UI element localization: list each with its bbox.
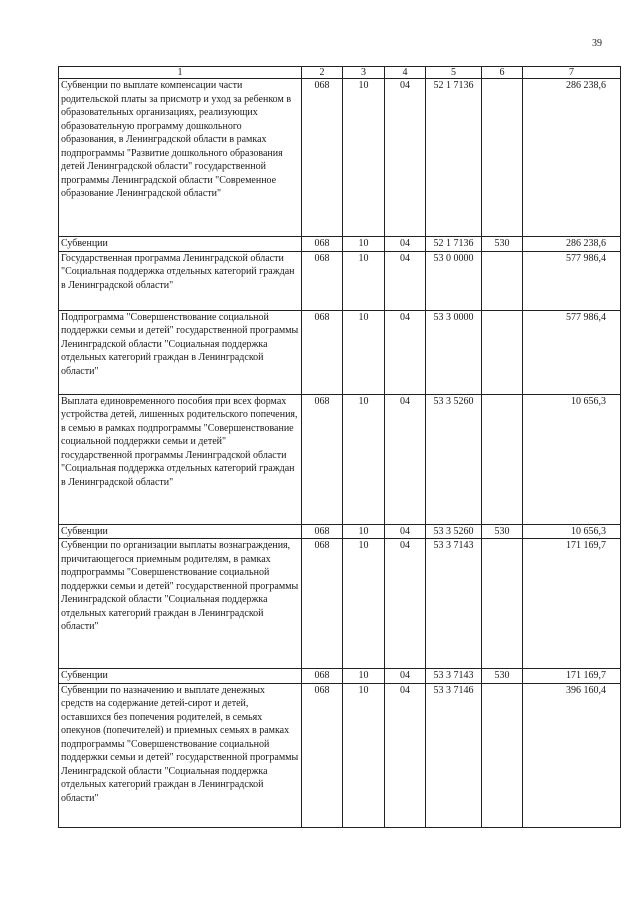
column-header: 4 — [385, 67, 426, 79]
row-sum: 577 986,4 — [523, 310, 621, 394]
row-csr: 53 3 7143 — [426, 539, 482, 669]
row-rz: 10 — [343, 79, 385, 237]
column-header: 5 — [426, 67, 482, 79]
row-sum: 286 238,6 — [523, 237, 621, 252]
row-pr: 04 — [385, 524, 426, 539]
row-ved: 068 — [302, 539, 343, 669]
row-csr: 53 3 7143 — [426, 669, 482, 684]
table-header-row — [59, 67, 621, 79]
row-vr — [482, 683, 523, 827]
row-sum: 171 169,7 — [523, 669, 621, 684]
row-ved: 068 — [302, 310, 343, 394]
row-vr — [482, 251, 523, 310]
table-row — [59, 394, 621, 524]
table-row — [59, 524, 621, 539]
row-ved: 068 — [302, 669, 343, 684]
row-name: Субвенции — [59, 237, 302, 252]
row-pr: 04 — [385, 683, 426, 827]
row-vr — [482, 394, 523, 524]
row-ved: 068 — [302, 683, 343, 827]
table-row — [59, 237, 621, 252]
row-rz: 10 — [343, 310, 385, 394]
row-csr: 52 1 7136 — [426, 237, 482, 252]
column-header: 2 — [302, 67, 343, 79]
row-csr: 53 3 5260 — [426, 524, 482, 539]
row-csr: 52 1 7136 — [426, 79, 482, 237]
table-row — [59, 251, 621, 310]
row-ved: 068 — [302, 237, 343, 252]
row-name: Субвенции по организации выплаты вознаграждения, причитающегося приемным родителям, в рамках подпрограммы "Совершенствование социальной поддержки семьи и детей" государственной программы Ленинградской области "Социальная поддержка отдельных категорий граждан в Ленинградской области" — [59, 539, 302, 669]
column-header: 7 — [523, 67, 621, 79]
row-name: Субвенции — [59, 669, 302, 684]
row-pr: 04 — [385, 310, 426, 394]
row-name: Подпрограмма "Совершенствование социальной поддержки семьи и детей" государственной программы Ленинградской области "Социальная поддержка отдельных категорий граждан в Ленинградской области" — [59, 310, 302, 394]
row-name: Государственная программа Ленинградской области "Социальная поддержка отдельных категорий граждан в Ленинградской области" — [59, 251, 302, 310]
table-row — [59, 539, 621, 669]
row-name: Субвенции по выплате компенсации части родительской платы за присмотр и уход за ребенком в образовательных организациях, реализующих образовательную программу дошкольного образования, в Ленинградской области в рамках подпрограммы "Развитие дошкольного образования детей Ленинградской области" государственной программы Ленинградской области "Современное образование Ленинградской области" — [59, 79, 302, 237]
column-header: 1 — [59, 67, 302, 79]
table-row — [59, 669, 621, 684]
row-rz: 10 — [343, 237, 385, 252]
row-rz: 10 — [343, 524, 385, 539]
table-row — [59, 79, 621, 237]
table-row — [59, 683, 621, 827]
row-name: Выплата единовременного пособия при всех формах устройства детей, лишенных родительского попечения, в семью в рамках подпрограммы "Совершенствование социальной поддержки семьи и детей" государственной программы Ленинградской области "Социальная поддержка отдельных категорий граждан в Ленинградской области" — [59, 394, 302, 524]
row-rz: 10 — [343, 394, 385, 524]
row-rz: 10 — [343, 669, 385, 684]
row-pr: 04 — [385, 669, 426, 684]
row-vr: 530 — [482, 669, 523, 684]
row-csr: 53 0 0000 — [426, 251, 482, 310]
column-header: 6 — [482, 67, 523, 79]
row-vr: 530 — [482, 237, 523, 252]
row-sum: 10 656,3 — [523, 524, 621, 539]
row-pr: 04 — [385, 251, 426, 310]
row-pr: 04 — [385, 237, 426, 252]
row-sum: 10 656,3 — [523, 394, 621, 524]
budget-table — [58, 66, 621, 828]
row-vr — [482, 539, 523, 669]
row-sum: 577 986,4 — [523, 251, 621, 310]
row-name: Субвенции по назначению и выплате денежных средств на содержание детей-сирот и детей, оставшихся без попечения родителей, в семьях опекунов (попечителей) и приемных семьях в рамках подпрограммы "Совершенствование социальной поддержки семьи и детей" государственной программы Ленинградской области "Социальная поддержка отдельных категорий граждан в Ленинградской области" — [59, 683, 302, 827]
row-ved: 068 — [302, 524, 343, 539]
table-row — [59, 310, 621, 394]
column-header: 3 — [343, 67, 385, 79]
row-sum: 286 238,6 — [523, 79, 621, 237]
row-csr: 53 3 7146 — [426, 683, 482, 827]
row-sum: 396 160,4 — [523, 683, 621, 827]
row-ved: 068 — [302, 251, 343, 310]
row-vr: 530 — [482, 524, 523, 539]
row-vr — [482, 310, 523, 394]
row-ved: 068 — [302, 394, 343, 524]
row-sum: 171 169,7 — [523, 539, 621, 669]
row-rz: 10 — [343, 539, 385, 669]
row-csr: 53 3 5260 — [426, 394, 482, 524]
row-pr: 04 — [385, 79, 426, 237]
row-vr — [482, 79, 523, 237]
row-name: Субвенции — [59, 524, 302, 539]
row-ved: 068 — [302, 79, 343, 237]
row-pr: 04 — [385, 394, 426, 524]
row-rz: 10 — [343, 251, 385, 310]
page-number: 39 — [592, 38, 602, 49]
row-csr: 53 3 0000 — [426, 310, 482, 394]
row-rz: 10 — [343, 683, 385, 827]
row-pr: 04 — [385, 539, 426, 669]
